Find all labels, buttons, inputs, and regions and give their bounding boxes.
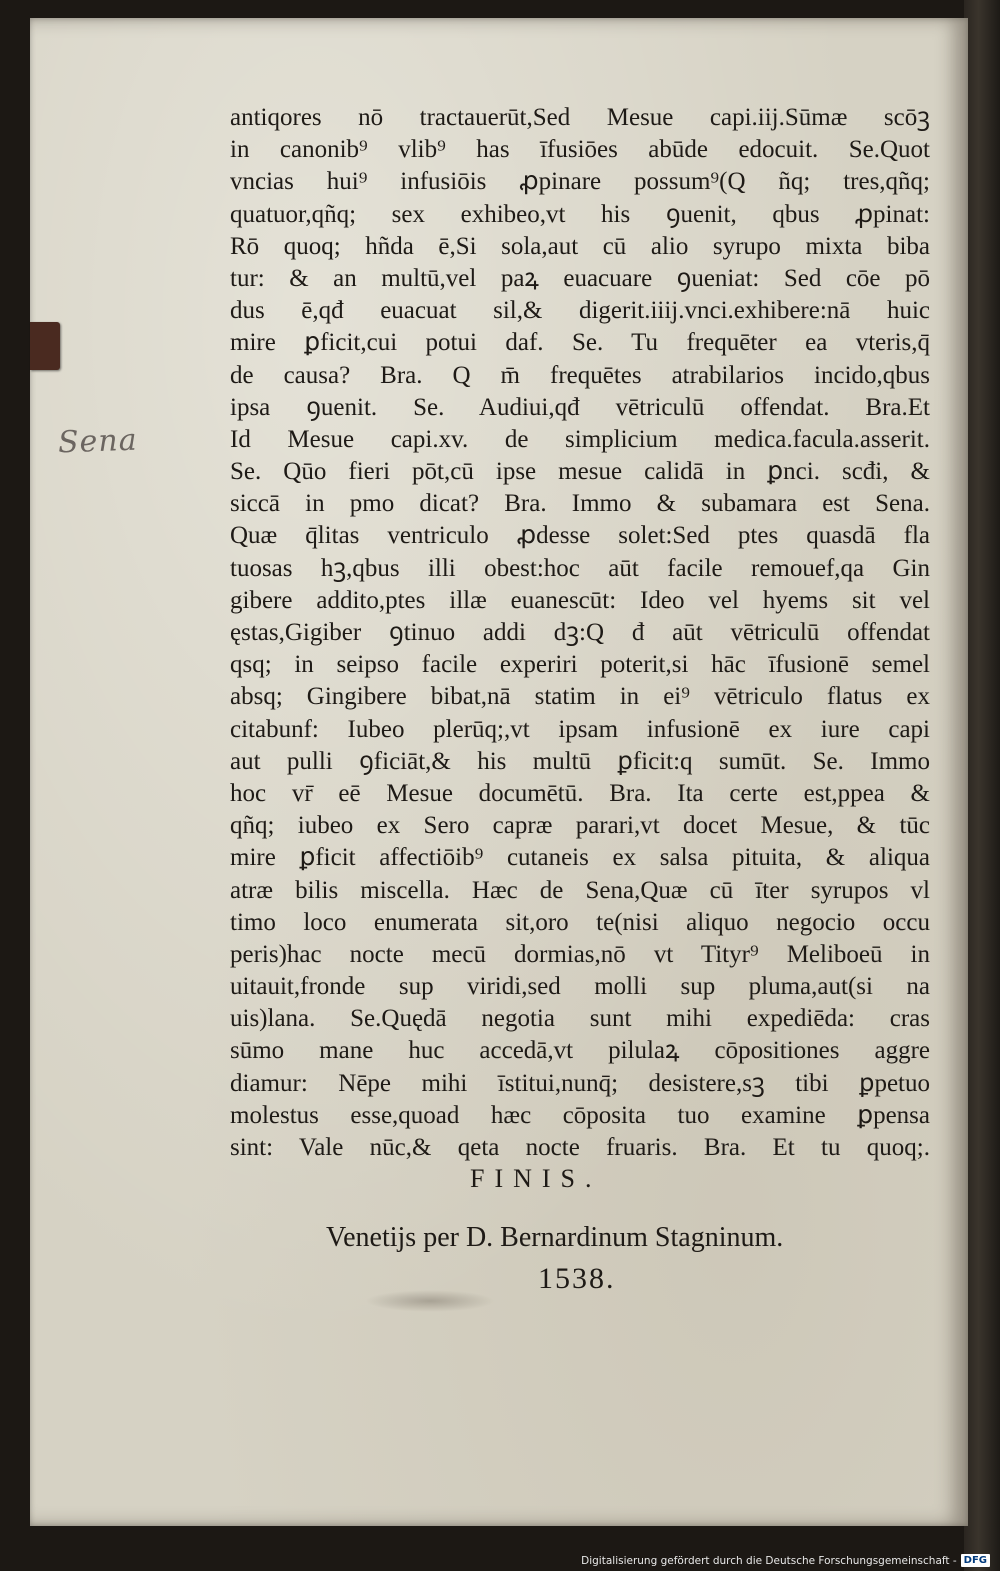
colophon-imprint: Venetijs per D. Bernardinum Stagninum. [326, 1222, 784, 1253]
text-line: citabunf: Iubeo plerūq;,vt ipsam infusionē ex iure capi [230, 715, 930, 743]
text-line: absq; Gingibere bibat,nā statim in ei⁹ vētriculo flatus ex [230, 683, 930, 711]
finis-heading: FINIS. [470, 1164, 602, 1193]
text-line: Quæ q̄litas ventriculo ꝓdesse solet:Sed ptes quasdā fla [230, 522, 930, 550]
text-line: siccā in pmo dicat? Bra. Immo & subamara est Sena. [230, 490, 930, 518]
text-line: ęstas,Gigiber ꝯtinuo addi dꝫ:Q đ aūt vētriculū offendat [230, 619, 930, 646]
text-line: aut pulli ꝯficiāt,& his multū ꝑficit:q sumūt. Se. Immo [230, 747, 930, 775]
text-line: Rō quoq; hñda ē,Si sola,aut cū alio syrupo mixta biba [230, 232, 930, 260]
text-line: mire ꝑficit,cui potui daf. Se. Tu frequēter ea vteris,q̄ [230, 329, 930, 357]
text-line: mire ꝑficit affectiōib⁹ cutaneis ex salsa pituita, & aliqua [230, 844, 930, 872]
handwritten-margin-note: Sena [57, 422, 139, 461]
text-line: uis)lana. Se.Quędā negotia sunt mihi expediēda: cras [230, 1005, 930, 1033]
text-line: qñq; iubeo ex Sero capræ parari,vt docet Mesue, & tūc [230, 812, 930, 840]
text-line: in canonib⁹ vlib⁹ has īfusiōes abūde edocuit. Se.Quot [230, 136, 930, 164]
text-line: peris)hac nocte mecū dormias,nō vt Tityr⁹ Meliboeū in [230, 940, 930, 968]
text-line: dus ē,qđ euacuat sil,& digerit.iiij.vnci.exhibere:nā huic [230, 297, 930, 325]
ink-smudge [365, 1290, 495, 1312]
text-line: ipsa ꝯuenit. Se. Audiui,qđ vētriculū offendat. Bra.Et [230, 393, 930, 421]
text-line: hoc vr̄ eē Mesue documētū. Bra. Ita certe est,ppea & [230, 779, 930, 807]
text-line: sint: Vale nūc,& qeta nocte fruaris. Bra. Et tu quoq;. [230, 1134, 930, 1161]
text-line: gibere addito,ptes illæ euanescūt: Ideo vel hyems sit vel [230, 586, 930, 614]
text-line: qsq; in seipso facile experiri poterit,si hāc īfusionē semel [230, 651, 930, 679]
text-line: quatuor,qñq; sex exhibeo,vt his ꝯuenit, qbus ꝓpinat: [230, 200, 930, 228]
book-spine-edge [964, 0, 1000, 1571]
dfg-logo-icon: DFG [961, 1554, 990, 1567]
text-line: vncias hui⁹ infusiōis ꝓpinare possum⁹(Q ñq; tres,qñq; [230, 168, 930, 196]
text-line: diamur: Nēpe mihi īstitui,nunq̄; desistere,sꝫ tibi ꝑpetuo [230, 1069, 930, 1097]
text-line: tur: & an multū,vel paꝝ euacuare ꝯueniat: Sed cōe pō [230, 264, 930, 292]
text-line: atræ bilis miscella. Hæc de Sena,Quæ cū īter syrupos vl [230, 876, 930, 904]
text-line: sūmo mane huc accedā,vt pilulaꝝ cōpositiones aggre [230, 1037, 930, 1065]
text-line: molestus esse,quoad hæc cōposita tuo examine ꝑpensa [230, 1101, 930, 1129]
text-line: de causa? Bra. Q m̄ frequētes atrabilarios incido,qbus [230, 361, 930, 389]
text-line: Id Mesue capi.xv. de simplicium medica.facula.asserit. [230, 425, 930, 453]
body-text [230, 102, 930, 1164]
text-line: tuosas hꝫ,qbus illi obest:hoc aūt facile remouef,qa Gin [230, 554, 930, 582]
footer-credit: Digitalisierung gefördert durch die Deutsche Forschungsgemeinschaft - [581, 1554, 957, 1567]
digitization-footer [581, 1554, 990, 1567]
bookmark-ribbon [30, 322, 60, 370]
text-line: timo loco enumerata sit,oro te(nisi aliquo negocio occu [230, 908, 930, 936]
text-line: antiqores nō tractauerūt,Sed Mesue capi.iij.Sūmæ scōꝫ [230, 104, 930, 131]
colophon-year: 1538. [538, 1262, 616, 1295]
text-line: Se. Qūo fieri pōt,cū ipse mesue calidā in ꝑnci. scđi, & [230, 458, 930, 486]
text-line: uitauit,fronde sup viridi,sed molli sup pluma,aut(si na [230, 973, 930, 1001]
